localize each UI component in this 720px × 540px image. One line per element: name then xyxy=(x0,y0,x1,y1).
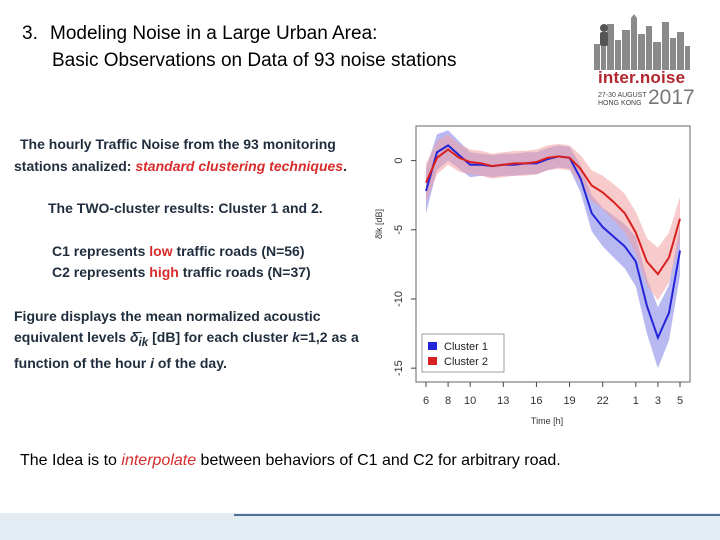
fig-b: [dB] for each cluster xyxy=(148,329,293,345)
fig-symbol: δ̄ xyxy=(129,329,139,345)
y-tick-label: 0 xyxy=(393,157,405,164)
c1-a: C1 represents xyxy=(52,243,150,259)
cluster-chart xyxy=(364,120,700,430)
fig-subscript: ik xyxy=(138,335,149,349)
y-tick-label: -10 xyxy=(393,291,405,307)
fig-i: i xyxy=(150,354,154,371)
idea-c: between behaviors of C1 and C2 for arbitrary road. xyxy=(196,452,561,469)
skyline-icon xyxy=(590,14,692,70)
x-tick-label: 8 xyxy=(445,395,452,407)
conference-logo xyxy=(586,14,696,110)
fig-d: of the day. xyxy=(153,354,227,371)
x-tick-label: 5 xyxy=(676,395,684,407)
paragraph-1-line-2 xyxy=(14,158,347,174)
logo-dates-line-1: 27-30 AUGUST xyxy=(598,92,647,99)
title-line-2: Basic Observations on Data of 93 noise stations xyxy=(52,50,457,71)
y-tick-label: -15 xyxy=(393,360,405,377)
p1-plain: stations analized: xyxy=(14,158,136,174)
x-tick-label: 22 xyxy=(596,395,609,407)
legend-label-1: Cluster 1 xyxy=(444,341,489,353)
idea-sentence xyxy=(20,452,561,470)
title-line-1: Modeling Noise in a Large Urban Area: xyxy=(50,23,378,44)
x-tick-label: 3 xyxy=(654,395,661,407)
c2-a: C2 represents xyxy=(52,264,150,280)
c1-c: traffic roads (N=56) xyxy=(172,243,305,259)
x-tick-label: 10 xyxy=(464,395,477,407)
fig-a: Figure displays the mean normalized acoustic equivalent levels xyxy=(14,308,321,345)
legend-swatch-2 xyxy=(428,357,437,365)
x-tick-label: 1 xyxy=(632,395,639,407)
logo-brand: inter.noise xyxy=(598,68,686,87)
x-tick-label: 16 xyxy=(530,395,543,407)
footer-line xyxy=(234,514,720,516)
y-tick-label: -5 xyxy=(393,224,405,235)
slide-title xyxy=(22,20,457,74)
fig-c: =1,2 as a function of the hour xyxy=(14,329,359,371)
c2-c: traffic roads (N=37) xyxy=(178,264,311,280)
logo-dates-line-2: HONG KONG xyxy=(598,100,642,107)
p1-emphasis: standard clustering techniques xyxy=(135,158,344,174)
x-tick-label: 19 xyxy=(563,395,576,407)
idea-emphasis: interpolate xyxy=(121,452,197,469)
c1-b: low xyxy=(149,243,173,259)
x-axis-label: Time [h] xyxy=(530,416,564,426)
idea-a: The Idea is to xyxy=(20,452,122,469)
p1-end: . xyxy=(343,158,347,174)
c2-b: high xyxy=(149,264,179,280)
footer-bar xyxy=(0,513,720,540)
x-tick-label: 6 xyxy=(422,395,430,407)
title-number: 3. xyxy=(22,23,38,44)
paragraph-2: The TWO-cluster results: Cluster 1 and 2. xyxy=(48,200,323,216)
x-tick-label: 13 xyxy=(497,395,510,407)
legend-swatch-1 xyxy=(428,342,437,350)
figure-description xyxy=(14,306,386,374)
fig-k: k xyxy=(292,329,300,345)
y-axis-label: δ̄ik [dB] xyxy=(374,208,384,240)
c2-line xyxy=(52,264,311,280)
c1-line xyxy=(52,243,305,259)
logo-dates xyxy=(598,92,647,108)
paragraph-1-line-1: The hourly Traffic Noise from the 93 monitoring xyxy=(20,136,336,152)
legend-label-2: Cluster 2 xyxy=(444,356,489,368)
logo-year: 2017 xyxy=(648,86,695,109)
